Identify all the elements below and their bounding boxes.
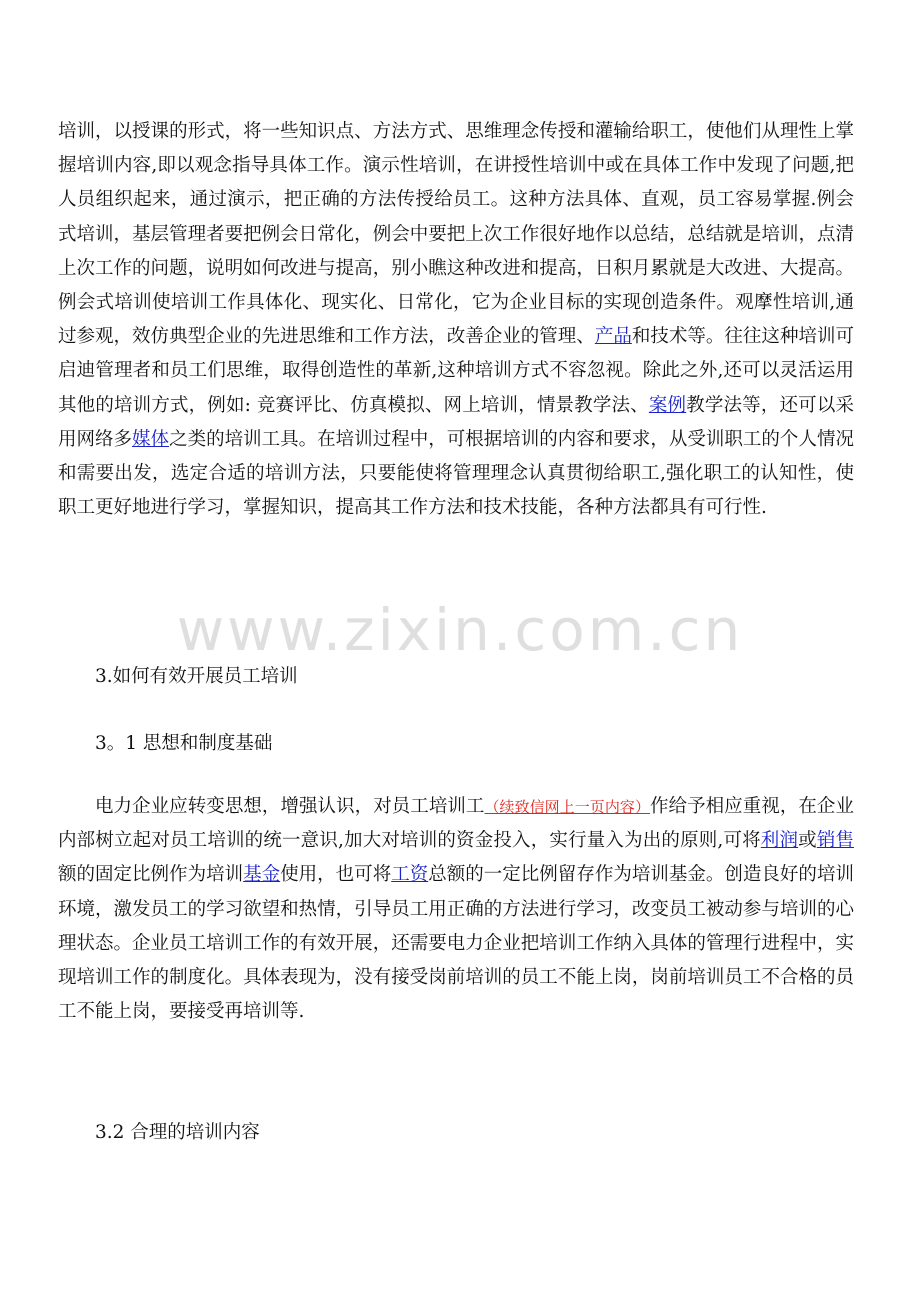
link-media[interactable]: 媒体 [132, 428, 170, 450]
paragraph-text: 总额的一定比例留存作为培训基金。创造良好的培训环境，激发员工的学习欲望和热情，引导员工用正确的方法进行学习，改变员工被动参与培训的心理状态。企业员工培训工作的有效开展，还需要电力企业把培训工作纳入具体的管理行进程中，实现培训工作的制度化。具体表现为，没有接受岗前培训的员工不能上岗，岗前培训员工不合格的员工不能上岗，要接受再培训等. [58, 864, 854, 1023]
paragraph-text: 使用，也可将 [280, 864, 392, 886]
paragraph-text: 作给予相应重视，在企业内部树立起对员工培训的统一意识,加大对培训的资金投入，实行量入为出的原则,可将 [58, 796, 854, 852]
paragraph-training-methods [58, 115, 854, 525]
paragraph-text: 和技术等。往往这种培训可启迪管理者和员工们思维，取得创造性的革新,这种培训方式不容忽视。除此之外,还可以灵活运用其他的培训方式，例如: 竞赛评比、仿真模拟、网上培训，情景教学法、 [58, 326, 854, 416]
section-heading-3-2: 3.2 合理的培训内容 [95, 1122, 260, 1143]
paragraph-text: 培训，以授课的形式，将一些知识点、方法方式、思维理念传授和灌输给职工，使他们从理性上掌握培训内容,即以观念指导具体工作。演示性培训，在讲授性培训中或在具体工作中发现了问题,把人员组织起来，通过演示，把正确的方法传授给员工。这种方法具体、直观，员工容易掌握.例会式培训，基层管理者要把例会日常化，例会中要把上次工作很好地作以总结，总结就是培训，点清上次工作的问题，说明如何改进与提高，别小瞧这种改进和提高，日积月累就是大改进、大提高。例会式培训使培训工作具体化、现实化、日常化，它为企业目标的实现创造条件。观摩性培训,通过参观，效仿典型企业的先进思维和工作方法，改善企业的管理、 [58, 121, 854, 348]
section-heading-3-1: 3。1 思想和制度基础 [95, 733, 273, 754]
paragraph-text: 或 [798, 830, 817, 852]
link-salary[interactable]: 工资 [391, 864, 429, 886]
paragraph-text: 教学法等，还可以采用网络多 [58, 394, 854, 450]
paragraph-ideology-system [58, 790, 854, 1029]
paragraph-text: 电力企业应转变思想，增强认识，对员工培训工 [95, 796, 485, 817]
watermark: www.zixin.com.cn [176, 596, 744, 664]
paragraph-text: 额的固定比例作为培训 [58, 864, 244, 886]
link-profit[interactable]: 利润 [760, 830, 799, 852]
paragraph-text: 之类的培训工具。在培训过程中，可根据培训的内容和要求，从受训职工的个人情况和需要出发，选定合适的培训方法，只要能使将管理理念认真贯彻给职工,强化职工的认知性，使职工更好地进行学习，掌握知识，提高其工作方法和技术技能，各种方法都具有可行性. [58, 428, 854, 519]
link-sales[interactable]: 销售 [816, 830, 854, 852]
continuation-note[interactable]: （续致信网上一页内容） [484, 798, 650, 816]
section-heading-3: 3.如何有效开展员工培训 [95, 666, 298, 687]
link-case[interactable]: 案例 [648, 394, 687, 416]
link-product[interactable]: 产品 [594, 326, 632, 348]
link-fund[interactable]: 基金 [243, 864, 281, 886]
